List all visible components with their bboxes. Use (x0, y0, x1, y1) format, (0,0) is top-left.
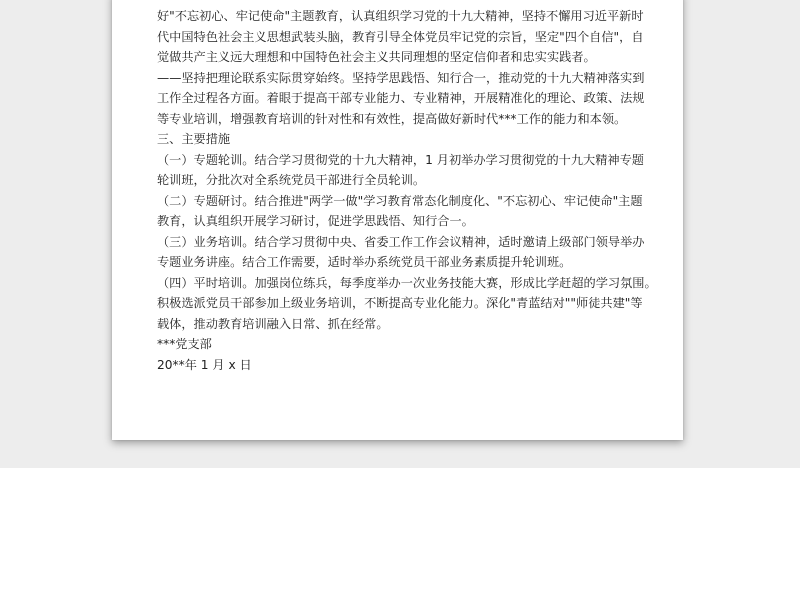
text-line: ——坚持把理论联系实际贯穿始终。坚持学思践悟、知行合一，推动党的十九大精神落实到 (157, 70, 645, 85)
text-line: （四）平时培训。加强岗位练兵，每季度举办一次业务技能大赛，形成比学赶超的学习氛围。 (157, 275, 657, 290)
text-line: 专题业务讲座。结合工作需要，适时举办系统党员干部业务素质提升轮训班。 (157, 255, 572, 269)
text-line: （三）业务培训。结合学习贯彻中央、省委工作工作会议精神，适时邀请上级部门领导举办 (157, 234, 645, 249)
text-line: 工作全过程各方面。着眼于提高干部专业能力、专业精神，开展精准化的理论、政策、法规 (157, 91, 645, 105)
text-line: 教育，认真组织开展学习研讨，促进学思践悟、知行合一。 (157, 214, 474, 228)
text-line: 积极选派党员干部参加上级业务培训，不断提高专业化能力。深化"青蓝结对""师徒共建"等 (157, 296, 643, 310)
text-line: （一）专题轮训。结合学习贯彻党的十九大精神，1 月初举办学习贯彻党的十九大精神专题 (157, 152, 644, 167)
document-page (112, 0, 683, 440)
signature-date: 20**年 1 月 x 日 (157, 357, 252, 372)
text-line: 载体，推动教育培训融入日常、抓在经常。 (157, 316, 389, 331)
document-body (157, 6, 657, 375)
text-line: 好"不忘初心、牢记使命"主题教育，认真组织学习党的十九大精神，坚持不懈用习近平新时 (157, 9, 644, 23)
text-line: 代中国特色社会主义思想武装头脑，教育引导全体党员牢记党的宗旨，坚定"四个自信"，自 (157, 29, 644, 44)
signature-org: ***党支部 (157, 337, 212, 351)
text-line: （二）专题研讨。结合推进"两学一做"学习教育常态化制度化、"不忘初心、牢记使命"主题 (157, 193, 643, 208)
text-line: 轮训班，分批次对全系统党员干部进行全员轮训。 (157, 173, 426, 187)
section-heading: 三、主要措施 (157, 132, 231, 146)
text-line: 等专业培训，增强教育培训的针对性和有效性，提高做好新时代***工作的能力和本领。 (157, 111, 627, 126)
text-line: 觉做共产主义远大理想和中国特色社会主义共同理想的坚定信仰者和忠实实践者。 (157, 50, 596, 64)
